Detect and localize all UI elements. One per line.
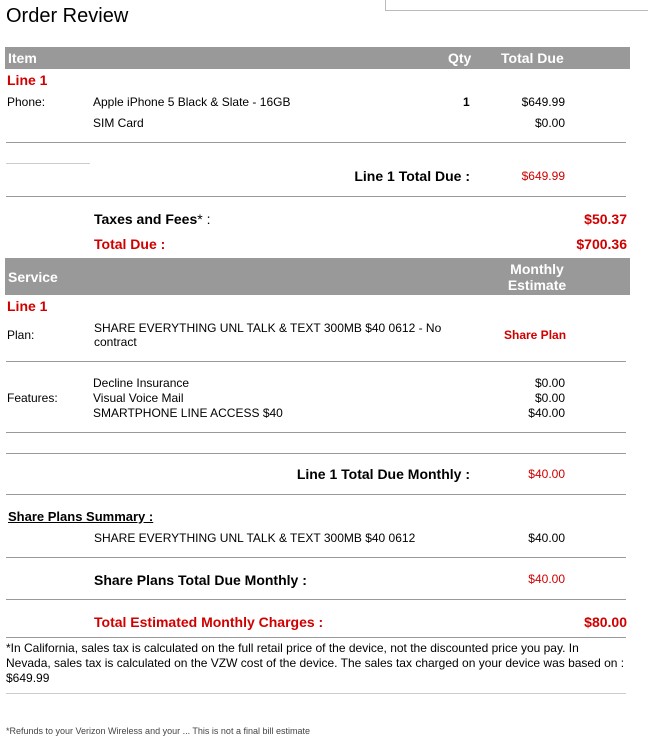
share-plans-total-value: $40.00: [528, 572, 565, 586]
phone-price: $649.99: [521, 95, 565, 109]
divider-short: [6, 163, 90, 164]
tax-footnote: *In California, sales tax is calculated on the full retail price of the device, not the discounted price you pay. In Nevada, sales tax is calculated on the VZW cost of the device. The sales tax charged on your device was based on : $649.99: [6, 641, 625, 685]
features-list: [93, 376, 283, 421]
total-due-label: Total Due :: [94, 236, 166, 252]
feature-name: SMARTPHONE LINE ACCESS $40: [93, 406, 283, 420]
feature-name: Decline Insurance: [93, 376, 190, 390]
line1-monthly-total-value: $40.00: [528, 467, 565, 481]
total-due-value: $700.36: [576, 236, 627, 252]
feature-price: $40.00: [528, 406, 565, 420]
divider: [6, 196, 626, 197]
header-item: Item: [8, 50, 37, 66]
taxes-fees-text: Taxes and Fees: [94, 211, 198, 227]
header-service: Service: [8, 269, 58, 285]
taxes-fees-value: $50.37: [584, 211, 627, 227]
service-line1-label: Line 1: [7, 298, 48, 314]
feature-price: $0.00: [534, 376, 565, 390]
feature-name: Visual Voice Mail: [93, 391, 184, 405]
share-plan-name: SHARE EVERYTHING UNL TALK & TEXT 300MB $40 0612: [94, 531, 416, 545]
plan-name-line-1: SHARE EVERYTHING UNL TALK & TEXT 300MB $40 0612 - No: [94, 321, 442, 335]
divider: [6, 142, 626, 143]
share-plan-link[interactable]: Share Plan: [504, 328, 567, 342]
page-title: Order Review: [6, 5, 129, 27]
line1-total-value: $649.99: [521, 169, 565, 183]
plan-label: Plan:: [7, 328, 35, 342]
phone-name: Apple iPhone 5 Black & Slate - 16GB: [93, 95, 291, 109]
divider: [6, 432, 626, 433]
total-estimated-monthly-value: $80.00: [584, 614, 627, 630]
phone-label: Phone:: [7, 95, 46, 109]
service-table-header: [5, 258, 630, 295]
taxes-fees-star: * :: [197, 211, 211, 227]
divider: [6, 599, 626, 600]
sim-card-price: $0.00: [534, 116, 565, 130]
header-estimate: Estimate: [507, 277, 567, 293]
features-prices: [490, 376, 565, 421]
share-plan-price: $40.00: [528, 531, 565, 545]
items-table-header: [5, 47, 630, 69]
share-plans-summary-heading: Share Plans Summary :: [8, 509, 154, 524]
taxes-fees-label: [94, 211, 210, 227]
share-plans-total-label: Share Plans Total Due Monthly :: [94, 572, 307, 588]
line1-total-label: Line 1 Total Due :: [354, 168, 470, 184]
divider: [6, 557, 626, 558]
total-estimated-monthly-label: Total Estimated Monthly Charges :: [94, 614, 324, 630]
header-total-due: Total Due: [501, 50, 564, 66]
header-monthly: Monthly: [510, 261, 564, 277]
line1-label: Line 1: [7, 72, 48, 88]
cutoff-footnote: *Refunds to your Verizon Wireless and your ... This is not a final bill estimate: [6, 726, 310, 736]
feature-price: $0.00: [534, 391, 565, 405]
divider: [6, 637, 626, 638]
divider: [6, 494, 626, 495]
phone-qty: 1: [463, 95, 470, 109]
header-qty: Qty: [448, 50, 472, 66]
plan-name-line-2: contract: [94, 335, 137, 349]
features-label: Features:: [7, 391, 58, 405]
divider: [6, 453, 626, 454]
divider: [6, 361, 626, 362]
plan-name: [94, 321, 454, 349]
line1-monthly-total-label: Line 1 Total Due Monthly :: [296, 466, 470, 482]
sim-card-name: SIM Card: [93, 116, 144, 130]
divider: [6, 693, 626, 694]
top-panel-frame: [385, 0, 648, 11]
